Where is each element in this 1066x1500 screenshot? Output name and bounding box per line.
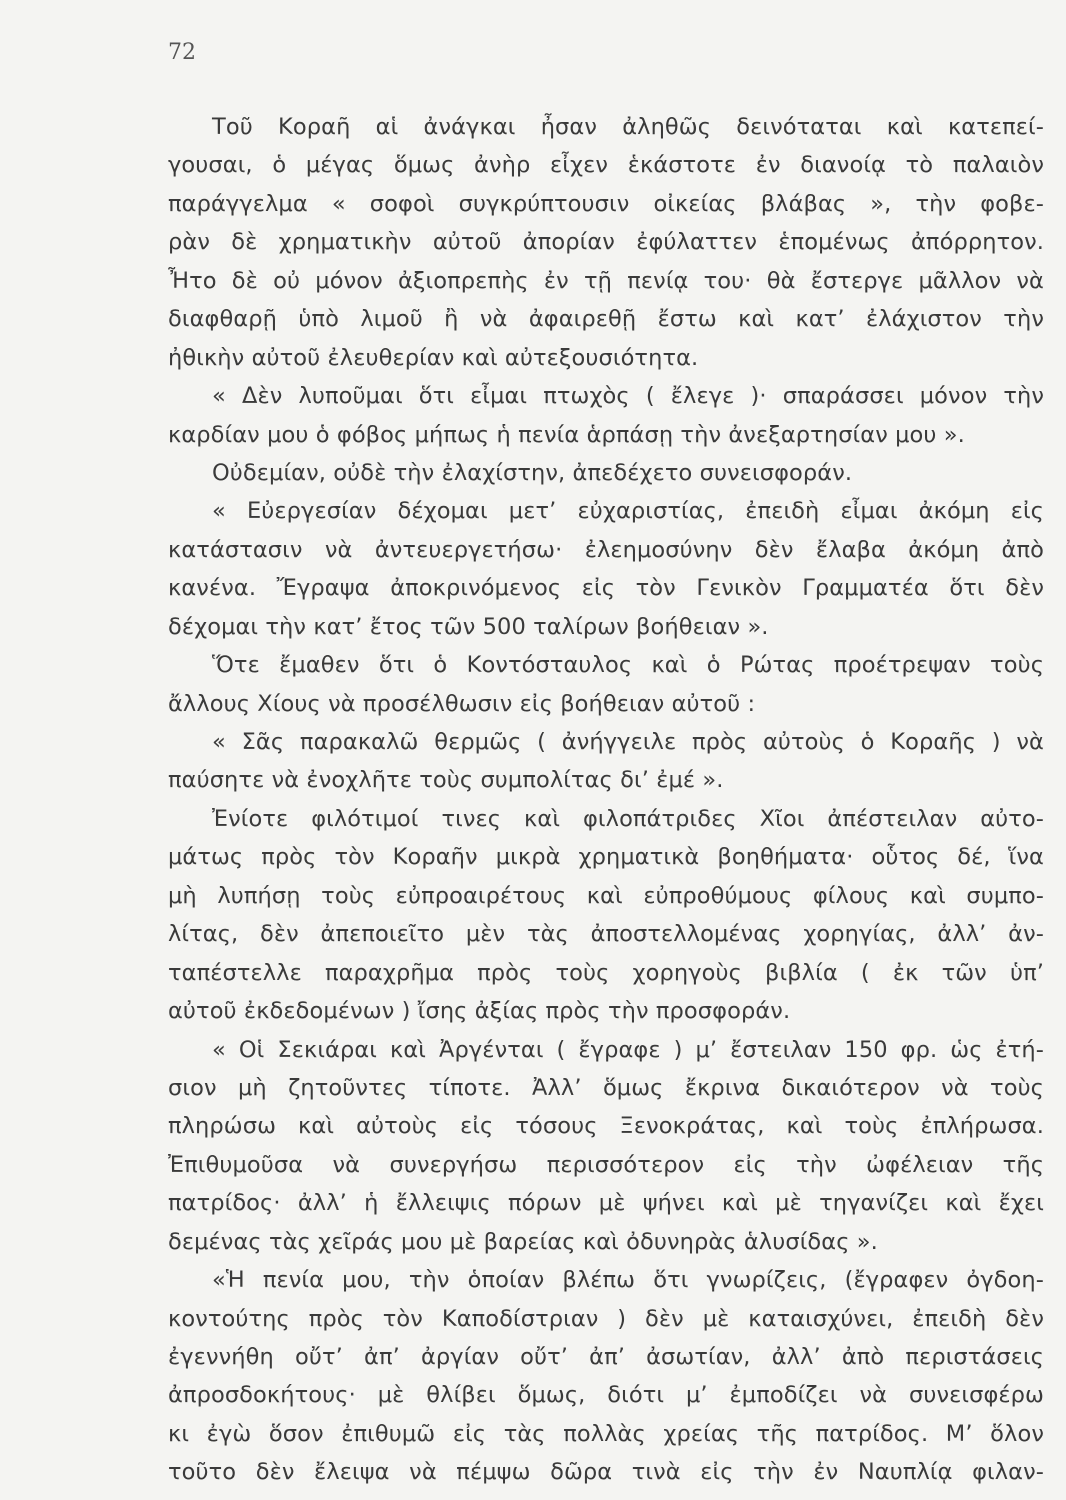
- text-line: Οὐδεμίαν, οὐδὲ τὴν ἐλαχίστην, ἀπεδέχετο συνεισφοράν.: [212, 459, 853, 486]
- text-line: κατάστασιν νὰ ἀντευεργετήσω· ἐλεημοσύνην δὲν ἔλαβα ἀκόμη ἀπὸ: [168, 536, 1044, 563]
- text-line: « Δὲν λυποῦμαι ὅτι εἶμαι πτωχὸς ( ἔλεγε )· σπαράσσει μόνον τὴν: [212, 383, 1044, 410]
- text-line: ταπέστελλε παραχρῆμα πρὸς τοὺς χορηγοὺς βιβλία ( ἐκ τῶν ὑπ’: [168, 959, 1044, 986]
- text-line: δέχομαι τὴν κατ’ ἔτος τῶν 500 ταλίρων βοήθειαν ».: [168, 613, 769, 640]
- text-line: Ἦτο δὲ οὐ μόνον ἀξιοπρεπὴς ἐν τῇ πενίᾳ του· θὰ ἔστεργε μᾶλλον νὰ: [168, 267, 1044, 294]
- text-line: διαφθαρῇ ὑπὸ λιμοῦ ἢ νὰ ἀφαιρεθῇ ἔστω καὶ κατ’ ἐλάχιστον τὴν: [168, 306, 1044, 333]
- text-line: πατρίδος· ἀλλ’ ἡ ἔλλειψις πόρων μὲ ψήνει καὶ μὲ τηγανίζει καὶ ἔχει: [168, 1190, 1044, 1217]
- text-line: τοῦτο δὲν ἔλειψα νὰ πέμψω δῶρα τινὰ εἰς τὴν ἐν Ναυπλίᾳ φιλαν-: [168, 1459, 1044, 1486]
- text-line: Ἐπιθυμοῦσα νὰ συνεργήσω περισσότερον εἰς τὴν ὠφέλειαν τῆς: [168, 1151, 1044, 1178]
- page-number: 72: [168, 40, 196, 65]
- text-line: «Ἡ πενία μου, τὴν ὁποίαν βλέπω ὅτι γνωρίζεις, (ἔγραφεν ὀγδοη-: [212, 1267, 1044, 1294]
- text-line: κανένα. Ἔγραψα ἀποκρινόμενος εἰς τὸν Γενικὸν Γραμματέα ὅτι δὲν: [168, 575, 1044, 602]
- text-line: μὴ λυπήσῃ τοὺς εὐπροαιρέτους καὶ εὐπροθύμους φίλους καὶ συμπο-: [168, 882, 1044, 909]
- text-line: « Εὐεργεσίαν δέχομαι μετ’ εὐχαριστίας, ἐπειδὴ εἶμαι ἀκόμη εἰς: [212, 498, 1044, 525]
- text-line: « Σᾶς παρακαλῶ θερμῶς ( ἀνήγγειλε πρὸς αὐτοὺς ὁ Κοραῆς ) νὰ: [212, 729, 1044, 755]
- text-line: κοντούτης πρὸς τὸν Καποδίστριαν ) δὲν μὲ καταισχύνει, ἐπειδὴ δὲν: [168, 1305, 1044, 1332]
- text-line: Ἐνίοτε φιλότιμοί τινες καὶ φιλοπάτριδες Χῖοι ἀπέστειλαν αὐτο-: [212, 805, 1044, 832]
- body-text: [168, 108, 1044, 1492]
- text-line: λίτας, δὲν ἀπεποιεῖτο μὲν τὰς ἀποστελλομένας χορηγίας, ἀλλ’ ἀν-: [168, 921, 1044, 948]
- text-line: γουσαι, ὁ μέγας ὅμως ἀνὴρ εἶχεν ἑκάστοτε ἐν διανοίᾳ τὸ παλαιὸν: [168, 152, 1044, 179]
- text-line: παράγγελμα « σοφοὶ συγκρύπτουσιν οἰκείας βλάβας », τὴν φοβε-: [168, 190, 1044, 217]
- text-line: Ὅτε ἔμαθεν ὅτι ὁ Κοντόσταυλος καὶ ὁ Ρώτας προέτρεψαν τοὺς: [212, 652, 1044, 679]
- text-line: αὐτοῦ ἐκδεδομένων ) ἴσης ἀξίας πρὸς τὴν προσφοράν.: [168, 998, 791, 1025]
- text-line: ἐγεννήθη οὔτ’ ἀπ’ ἀργίαν οὔτ’ ἀπ’ ἀσωτίαν, ἀλλ’ ἀπὸ περιστάσεις: [168, 1344, 1044, 1370]
- text-line: ἀπροσδοκήτους· μὲ θλίβει ὅμως, διότι μ’ ἐμποδίζει νὰ συνεισφέρω: [168, 1382, 1044, 1409]
- text-line: « Οἱ Σεκιάραι καὶ Ἀργένται ( ἔγραφε ) μ’ ἔστειλαν 150 φρ. ὡς ἐτή-: [212, 1036, 1044, 1063]
- text-line: ἠθικὴν αὐτοῦ ἐλευθερίαν καὶ αὐτεξουσιότητα.: [168, 344, 699, 371]
- text-line: σιον μὴ ζητοῦντες τίποτε. Ἀλλ’ ὅμως ἔκρινα δικαιότερον νὰ τοὺς: [168, 1074, 1044, 1101]
- text-line: δεμένας τὰς χεῖράς μου μὲ βαρείας καὶ ὀδυνηρὰς ἁλυσίδας ».: [168, 1228, 878, 1255]
- text-line: μάτως πρὸς τὸν Κοραῆν μικρὰ χρηματικὰ βοηθήματα· οὗτος δέ, ἵνα: [168, 844, 1044, 871]
- text-line: ἄλλους Χίους νὰ προσέλθωσιν εἰς βοήθειαν αὐτοῦ :: [168, 690, 756, 717]
- text-line: ρὰν δὲ χρηματικὴν αὐτοῦ ἀπορίαν ἐφύλαττεν ἑπομένως ἀπόρρητον.: [168, 229, 1044, 256]
- text-line: παύσητε νὰ ἐνοχλῆτε τοὺς συμπολίτας δι’ ἐμέ ».: [168, 767, 724, 794]
- text-line: καρδίαν μου ὁ φόβος μήπως ἡ πενία ἁρπάσῃ τὴν ἀνεξαρτησίαν μου ».: [168, 421, 965, 448]
- text-line: πληρώσω καὶ αὐτοὺς εἰς τόσους Ξενοκράτας, καὶ τοὺς ἐπλήρωσα.: [168, 1113, 1044, 1140]
- text-line: Τοῦ Κοραῆ αἱ ἀνάγκαι ἦσαν ἀληθῶς δεινόταται καὶ κατεπεί-: [212, 114, 1044, 140]
- text-line: κι ἐγὼ ὅσον ἐπιθυμῶ εἰς τὰς πολλὰς χρείας τῆς πατρίδος. Μ’ ὅλον: [168, 1420, 1044, 1447]
